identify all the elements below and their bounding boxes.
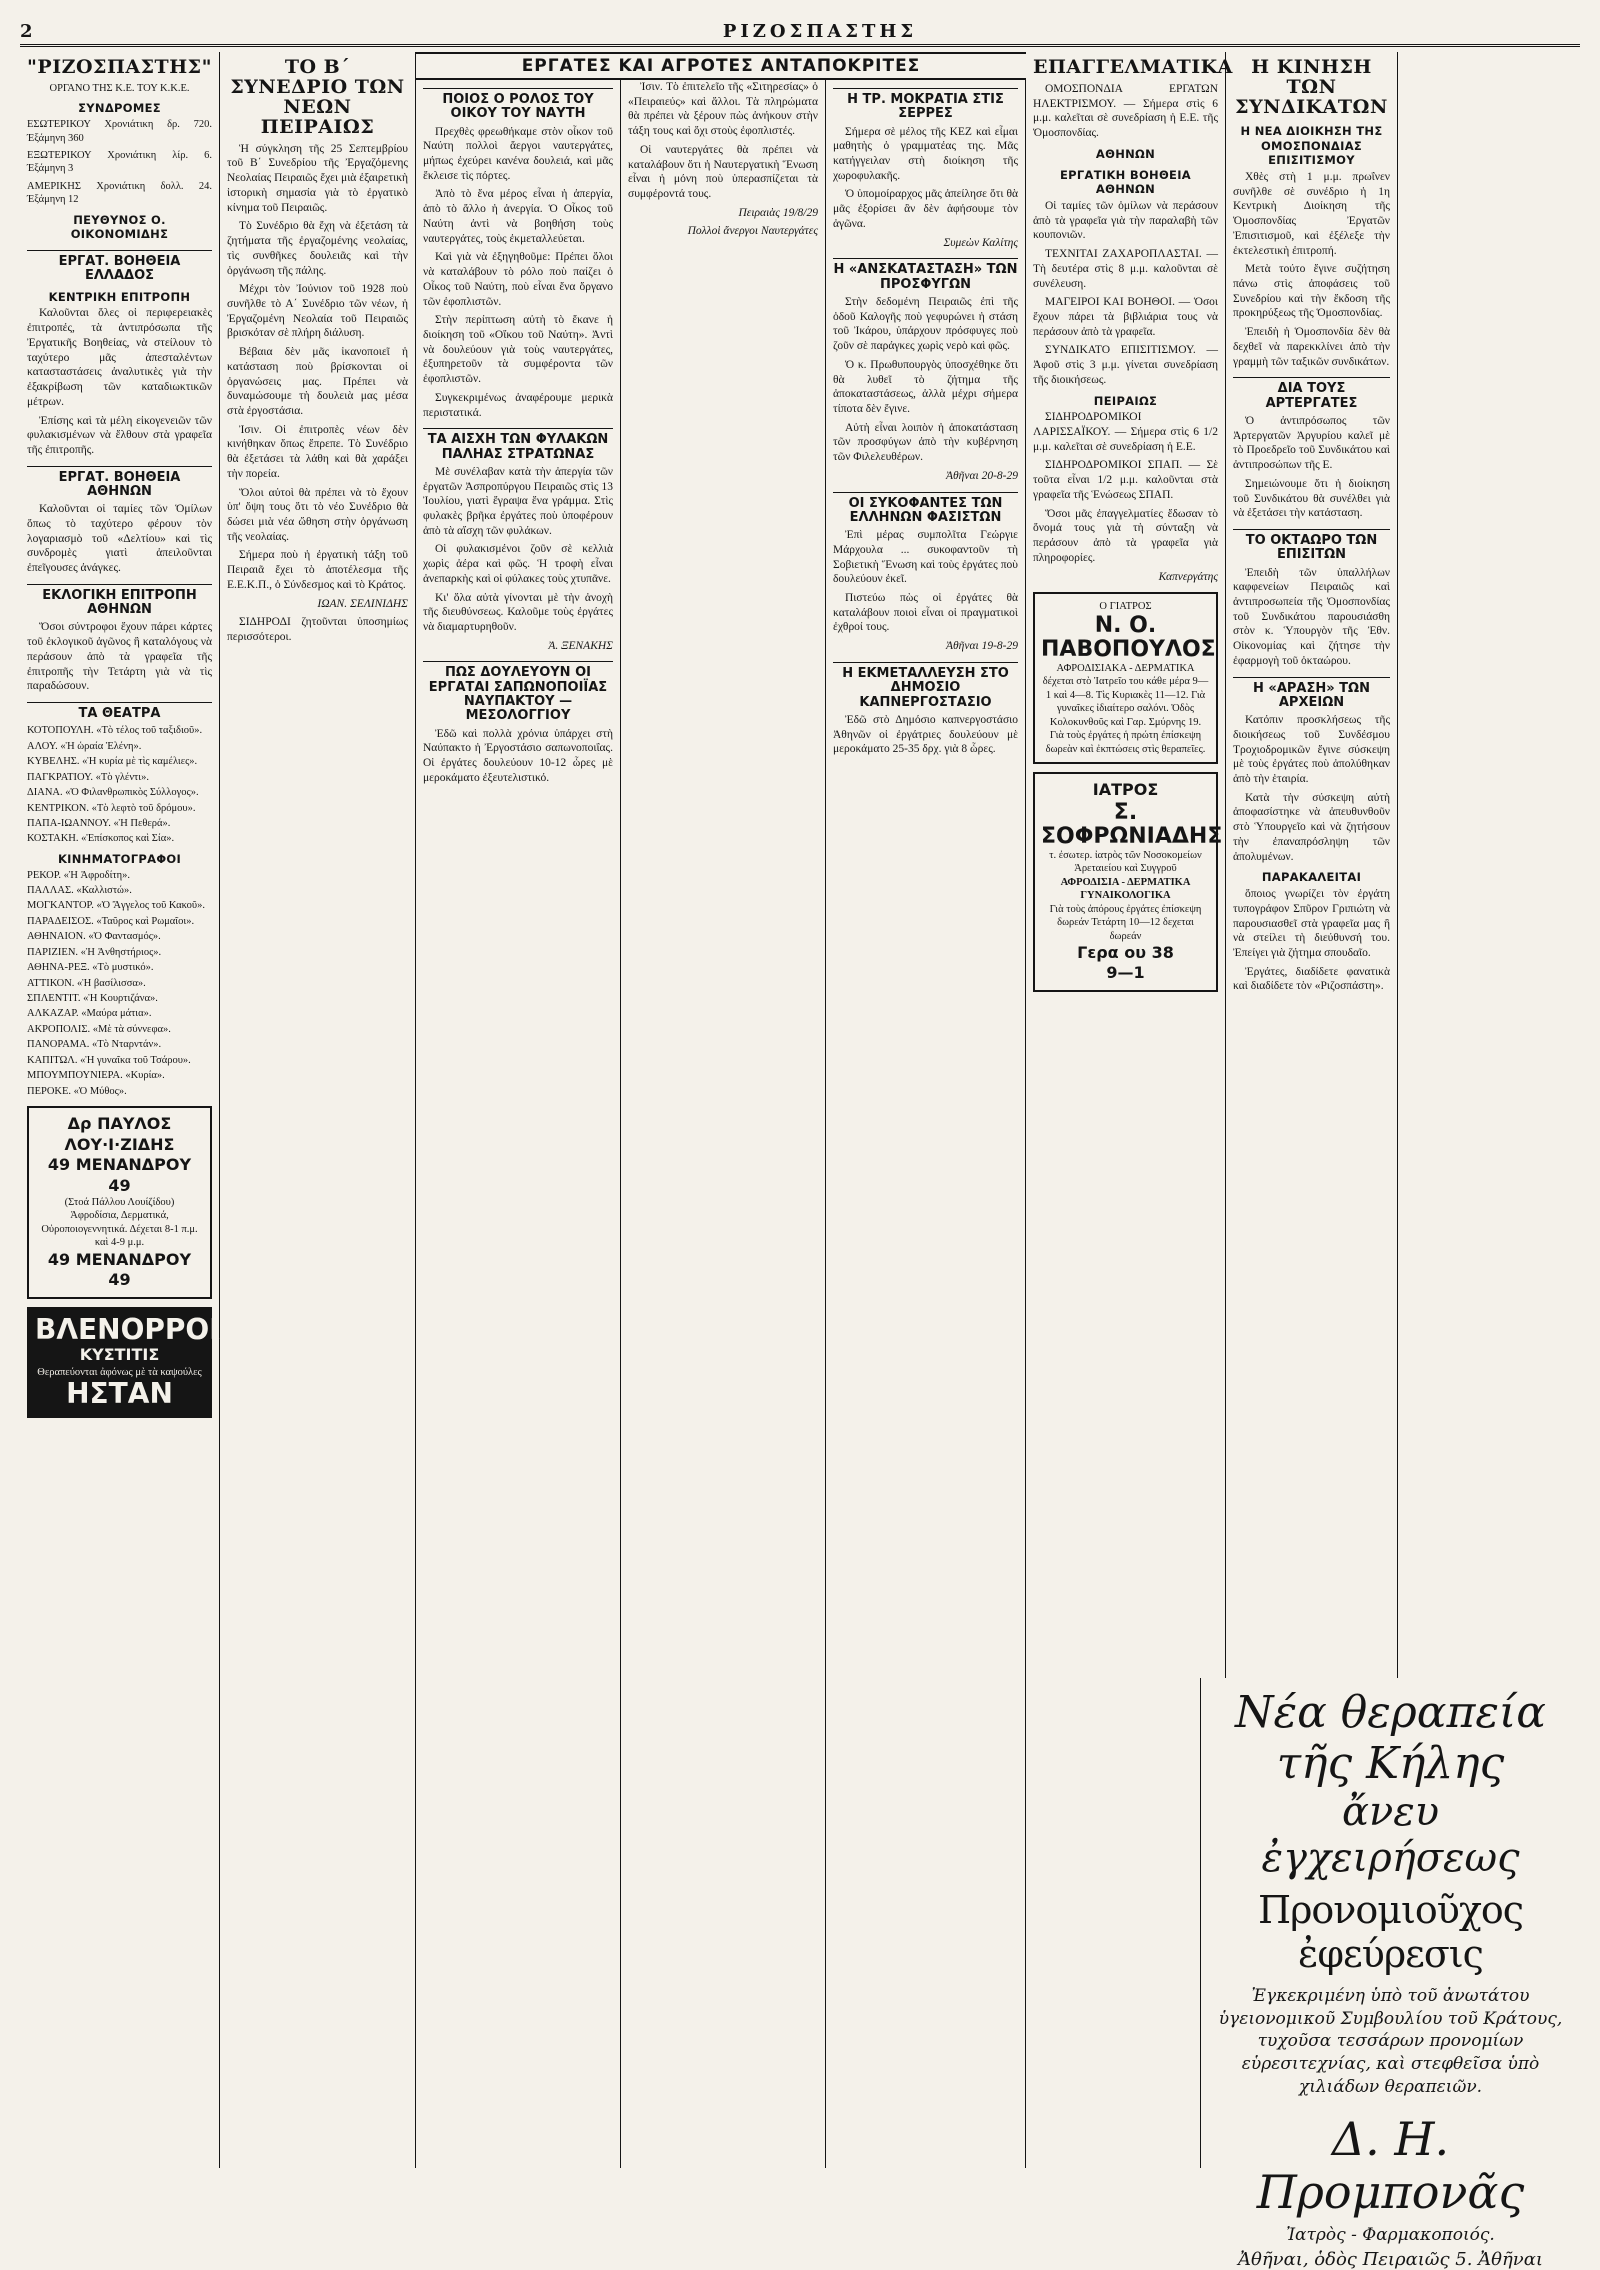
list-item: ΜΟΓΚΑΝΤΟΡ. «Ὁ Ἄγγελος τοῦ Κακοῦ».: [27, 900, 205, 912]
ad-line-2: ΚΥΣΤΙΤΙΣ: [79, 1345, 160, 1365]
ad-line-1: ΒΛΕΝΟΡΡΟΙΑ: [35, 1312, 242, 1346]
article-paragraph: Στὴν δεδομένη Πειραιῶς ἐπὶ τῆς ὁδοῦ Καλογῆς ποὺ γεφυρώνει ἡ στάση τοῦ Ἰκάρου, ὑπάρχουν πρόσφυγες ποὺ ζοῦν σὲ παράγκες χωρὶς νερὸ καὶ φῶς.: [833, 295, 1018, 353]
article-date: Ἀθῆναι 19-8-29: [946, 640, 1018, 653]
article-paragraph: Πρεχθὲς φρεωθήκαμε στὸν οἶκον τοῦ Ναύτη πολλοὶ ἄεργοι ναυτεργάτες, μήπως ἐχεύρει κανένα δουλειά, καὶ μᾶς ἔκλεισε τὶς πόρτες.: [423, 125, 613, 182]
article-paragraph: Ὁ κ. Πρωθυπουργὸς ὑποσχέθηκε ὅτι θὰ λυθεῖ τὸ ζήτημα τῆς ἀποκαταστάσεως, ἀλλὰ μέχρι σήμερα τίποτα δὲν ἔγινε.: [833, 358, 1018, 415]
headline-labour-aid-athens: ΕΡΓΑΤ. ΒΟΗΘΕΙΑ ΑΘΗΝΩΝ: [27, 466, 212, 500]
article-paragraph: Μὲ συνέλαβαν κατὰ τὴν ἀπεργία τῶν ἐργατῶν Ἀσπροπύργου Πειραιῶς στὶς 13 Ἰουλίου, γιατὶ ἔγραψα ἕνα γράμμα. Στὶς φυλακὲς βρῆκα ἐργάτες ποὺ ὑποφέρουν ἀπὸ τὰ αἴσχη τῶν φυλάκων.: [423, 465, 613, 537]
article-paragraph: Ὁ ὑπομοίραρχος μᾶς ἀπείλησε ὅτι θὰ μᾶς ἐξορίσει ἂν δὲν ἀφήσουμε τὸν ἀγῶνα.: [833, 188, 1018, 230]
subhead-athens: ΑΘΗΝΩΝ: [1095, 146, 1156, 161]
list-item: ΚΕΝΤΡΙΚΟΝ. «Τὸ λεφτὸ τοῦ δρόμου».: [27, 802, 196, 814]
ad-doctor-name: Δρ ΠΑΥΛΟΣ ΛΟΥ·Ι·ΖΙΔΗΣ: [64, 1114, 175, 1154]
headline-unions: Η ΚΙΝΗΣΗ ΤΩΝ ΣΥΝΔΙΚΑΤΩΝ: [1235, 56, 1388, 118]
list-item: ΚΥΒΕΛΗΣ. «Ἡ κυρία μὲ τὶς καμέλιες».: [27, 756, 198, 768]
headline-archives: Η «ΑΡΑΣΗ» ΤΩΝ ΑΡΧΕΙΩΝ: [1233, 677, 1390, 711]
subhead-piraeus: ΠΕΙΡΑΙΩΣ: [1093, 393, 1158, 408]
column-4: [621, 52, 826, 2168]
list-item: ΔΙΑΝΑ. «Ὁ Φιλανθρωπικὸς Σύλλογος».: [27, 787, 199, 799]
subhead-new-board: Η ΝΕΑ ΔΙΟΙΚΗΣΗ ΤΗΣ ΟΜΟΣΠΟΝΔΙΑΣ ΕΠΙΣΙΤΙΣΜΟΥ: [1240, 123, 1383, 168]
article-paragraph: Χθὲς στὴ 1 μ.μ. πρωΐνεν συνῆλθε σὲ συνέδριο ἡ 1η Κεντρικὴ Διοίκηση τῆς Ὁμοσπονδίας Ἐργατῶν Ἐπισιτισμοῦ, καὶ ἐξέλεξε τὴν ἐκτελεστικὴ ἐπιτροπή.: [1233, 170, 1390, 257]
article-paragraph: ΣΙΔΗΡΟΔΙ ζητοῦνται ὑποσημίως περισσότεροι.: [227, 616, 408, 644]
article-paragraph: Σήμερα ποὺ ἡ ἐργατικὴ τάξη τοῦ Πειραιᾶ ἔχει τὸ ἀποτέλεσμα τῆς Ε.Ε.Κ.Π., ὁ Σύνδεσμος καὶ τὸ Κράτος.: [227, 549, 408, 591]
article-paragraph: ΜΑΓΕΙΡΟΙ ΚΑΙ ΒΟΗΘΟΙ. — Ὁσοι ἔχουν πάρει τὰ βιβλιάρια τους νὰ περάσουν ἀπὸ τὰ γραφεῖα.: [1033, 296, 1218, 338]
subscriptions-heading: ΣΥΝΔΡΟΜΕΣ: [78, 101, 161, 116]
list-item: ΑΚΡΟΠΟΛΙΣ. «Μὲ τὰ σύννεφα».: [27, 1023, 171, 1035]
list-item: ΠΑΓΚΡΑΤΙΟΥ. «Τὸ γλέντι».: [27, 771, 149, 783]
subhead-labour-aid: ΕΡΓΑΤΙΚΗ ΒΟΗΘΕΙΑ ΑΘΗΝΩΝ: [1060, 167, 1191, 197]
list-item: ΑΛΚΑΖΑΡ. «Μαύρα μάτια».: [27, 1008, 152, 1020]
subscription-domestic: ΕΣΩΤΕΡΙΚΟΥ Χρονιάτικη δρ. 720. Έξάμηνη 360: [27, 119, 212, 144]
headline-prison-guards: ΤΑ ΑΙΣΧΗ ΤΩΝ ΦΥΛΑΚΩΝ ΠΑΛΗΑΣ ΣΤΡΑΤΩΝΑΣ: [423, 428, 613, 462]
ad-doctor-name: Δ. Η. Προμπονᾶς: [1256, 2112, 1525, 2220]
article-signature: Συμεὼν Καλίτης: [943, 236, 1018, 249]
article-paragraph: Ὅσοι μᾶς ἐπαγγελματίες ἔδωσαν τὸ ὄνομά τους γιὰ τὴ σύνταξη νὰ περάσουν ἀπὸ τὰ γραφεῖα γιὰ πληροφορίες.: [1033, 507, 1218, 564]
list-item: ΠΑΡΙΖΙΕΝ. «Ἡ Ἀνθηστήριος».: [27, 946, 162, 958]
article-paragraph: Βέβαια δὲν μᾶς ἱκανοποιεῖ ἡ κατάσταση ποὺ βρίσκονται οἱ ὀργανώσεις μας. Πρέπει νὰ δυναμώσουμε τὴ δουλειὰ μας μέσα στὰ ἐργοστάσια.: [227, 346, 408, 417]
headline-refugees: Η «ΑΝΣΚΑΤΑΣΤΑΣΗ» ΤΩΝ ΠΡΟΣΦΥΓΩΝ: [833, 258, 1018, 292]
ad-line-3: Θεραπεύονται ἀφόνως μὲ τὰ καψούλες: [37, 1366, 202, 1378]
subscription-america: ΑΜΕΡΙΚΗΣ Χρονιάτικη δολλ. 24. Έξάμηνη 12: [27, 180, 212, 206]
article-paragraph: Συγκεκριμένως ἀναφέρουμε μερικὰ περιστατικά.: [423, 391, 613, 419]
blennorrhea-ad: [27, 1307, 242, 1419]
ad-text: δέχεται στὸ Ἰατρεῖο του κάθε μέρα 9—1 καὶ 4—8. Τὶς Κυριακὲς 11—12. Γιὰ γυναῖκες ἰδιαίτερο σαλόνι. Ὁδὸς Κολοκυνθοῦς καὶ Γαρ. Σμύρνης 19.: [1042, 676, 1209, 728]
ad-text: Γιὰ τοὺς ἀπόρους ἐργάτες ἐπίσκεψη δωρεάν Τετάρτη 10—12 δεχεται δωρεάν: [1049, 903, 1202, 942]
list-item: ΜΠΟΥΜΠΟΥΝΙΕΡΑ. «Κυρία».: [27, 1070, 165, 1082]
article-paragraph: Αὐτὴ εἶναι λοιπὸν ἡ ἀποκατάσταση τῶν προσφύγων ἀπὸ τὴν κυβέρνηση τῶν Φιλελευθέρων.: [833, 421, 1018, 464]
article-paragraph: Σήμερα σὲ μέλος τῆς ΚΕΖ καὶ εἶμαι μαθητὴς ὁ γραμματέας της. Μᾶς κατήγγειλαν στὴ διοίκηση τῆς χωροφυλακῆς.: [833, 125, 1018, 182]
article-paragraph: Ἐπὶ μέρας συμπολῖτα Γεώργιε Μάρχουλα ... συκοφαντοῦν τὴ Σοβιετικὴ Ἕνωση καὶ τοὺς ἐργάτες ποὺ δουλεύουν ἐκεῖ.: [833, 529, 1018, 586]
article-paragraph: Τὸ Συνέδριο θὰ ἔχη νὰ ἐξετάση τὰ ζητήματα τῆς ἐργαζομένης νεολαίας, τὶς συνθῆκες δουλειᾶς καὶ τὴν ὀργάνωση τῆς πάλης.: [227, 220, 408, 277]
article-paragraph: Στὴν περίπτωση αὐτὴ τὸ ἔκανε ἡ διοίκηση τοῦ «Οἴκου τοῦ Ναύτη». Ἀντὶ νὰ δουλεύουν γιὰ τοὺς ναυτεργάτες, ἐξυπηρετοῦν τὰ συμφέροντα τῶν ἐφοπλιστῶν.: [423, 314, 613, 386]
list-item: ΣΠΛΕΝΤΙΤ. «Ἡ Κουρτιζάνα».: [27, 993, 158, 1005]
article-paragraph: Οἱ φυλακισμένοι ζοῦν σὲ κελλιὰ χωρὶς ἀέρα καὶ φῶς. Ἡ τροφὴ εἶναι ἀνεπαρκὴς καὶ οἱ φύλακες τοὺς χτυπᾶνε.: [423, 543, 613, 585]
article-paragraph: ΣΙΔΗΡΟΔΡΟΜΙΚΟΙ ΛΑΡΙΣΣΑΪΚΟΥ. — Σήμερα στὶς 6 1/2 μ.μ. καλεῖται σὲ συνεδρίαση ἡ Ε.Ε.: [1033, 411, 1218, 453]
list-item: ΠΑΡΑΔΕΙΣΟΣ. «Ταῦρος καὶ Ρωμαῖοι».: [27, 915, 195, 927]
article-paragraph: Κατὰ τὴν σύσκεψη αὐτὴ ἀποφασίστηκε νὰ ἀπευθυνθοῦν στὸ Ὑπουργεῖο καὶ νὰ ζητήσουν τὴν ἐπαναπρόσληψη τῶν ἀπολυμένων.: [1233, 791, 1390, 863]
ad-profession: Ἰατρὸς - Φαρμακοποιός.: [1286, 2225, 1495, 2246]
article-paragraph: Κι' ὅλα αὐτὰ γίνονται μὲ τὴν ἀνοχὴ τῆς διευθύνσεως. Καλοῦμε τοὺς ἐργάτες νὰ διαμαρτυρηθοῦν.: [423, 591, 613, 634]
ad-brand: ΗΣΤΑΝ: [66, 1377, 173, 1411]
article-paragraph: Οἱ ναυτεργάτες θὰ πρέπει νὰ καταλάβουν ὅτι ἡ Ναυτεργατικὴ Ἕνωση εἶναι ἡ μόνη ποὺ ὑπερασπίζεται τὰ συμφέροντά τους.: [628, 143, 818, 201]
article-paragraph: Καὶ γιὰ νὰ ἐξηγηθοῦμε: Πρέπει ὅλοι νὰ καταλάβουν τὸ ρόλο ποὺ παίζει ὁ Οἶκος τοῦ Ναύτη, ποὺ εἶναι ἕνα ὄργανο τῶν ἐφοπλιστῶν.: [423, 251, 613, 308]
article-paragraph: Καλοῦνται οἱ ταμίες τῶν Ὁμίλων ὅπως τὸ ταχύτερο φέρουν τὸν λογαριασμὸ τοῦ «Δελτίου» καὶ τὶς συνδρομὲς γιατὶ ἀπειλοῦνται ἐπεῖγουσες ἀνάγκες.: [27, 503, 212, 575]
headline-youth-congress: ΤΟ Β΄ ΣΥΝΕΔΡΙΟ ΤΩΝ ΝΕΩΝ ΠΕΙΡΑΙΩΣ: [230, 56, 405, 138]
headline-theatres: ΤΑ ΘΕΑΤΡΑ: [27, 702, 212, 721]
ad-text: Ἀφροδίσια, Δερματικά, Οὐροποιογεννητικά. Δέχεται 8-1 π.μ. καὶ 4-9 μ.μ.: [41, 1210, 198, 1249]
headline-professional: ΕΠΑΓΓΕΛΜΑΤΙΚΑ: [1033, 56, 1233, 78]
article-paragraph: Οἱ ταμίες τῶν ὁμίλων νὰ περάσουν ἀπὸ τὰ γραφεῖα γιὰ τὴν παραλαβὴ τῶν κουπονιῶν.: [1033, 199, 1218, 242]
headline-election-committee: ΕΚΛΟΓΙΚΗ ΕΠΙΤΡΟΠΗ ΑΘΗΝΩΝ: [27, 584, 212, 618]
list-item: ΑΘΗΝΑΙΟΝ. «Ὁ Φαντασμός».: [27, 931, 161, 943]
article-paragraph: ΟΜΟΣΠΟΝΔΙΑ ΕΡΓΑΤΩΝ ΗΛΕΚΤΡΙΣΜΟΥ. — Σήμερα στὶς 6 μ.μ. καλεῖται σὲ συνεδρίαση ἡ Ε.Ε. τῆς Ὁμοσπονδίας.: [1033, 82, 1218, 140]
article-paragraph: Καλοῦνται ὅλες οἱ περιφερειακὲς ἐπιτροπές, τὰ ἀντιπρόσωπα τῆς Ἐργατικῆς Βοηθείας, νὰ στείλουν τὸ ταχύτερο μᾶς ἀπεσταλέντων κατασταστάσεις ἀναλυτικὲς γιὰ τὴν ἐξακρίβωση τῶν καταδιωκτικῶν μέτρων.: [27, 307, 212, 408]
article-date: Ἀθῆναι 20-8-29: [946, 469, 1018, 482]
article-paragraph: Ὅλοι αὐτοὶ θὰ πρέπει νὰ τὸ ἔχουν ὑπ' ὄψη τους ὅτι τὸ νέο Συνέδριο θὰ δώσει μιὰ νέα ὤθηση στὴν ὀργάνωση τῆς νεολαίας.: [227, 486, 408, 543]
ad-top: Ο ΓΙΑΤΡΟΣ: [1099, 601, 1152, 613]
newspaper-title: ΡΙΖΟΣΠΑΣΤΗΣ: [722, 20, 918, 42]
list-item: ΑΤΤΙΚΟΝ. «Ἡ βασίλισσα».: [27, 977, 146, 989]
hernia-treatment-ad: [1200, 1678, 1580, 2270]
ad-top: ΙΑΤΡΟΣ: [1092, 780, 1159, 800]
column-3: [416, 52, 621, 2168]
ad-description: Ἐγκεκριμένη ὑπὸ τοῦ ἀνωτάτου ὑγειονομικοῦ Συμβουλίου τοῦ Κράτους, τυχοῦσα τεσσάρων προνομίων εὑρεσιτεχνίας, καὶ στεφθεῖσα ὑπὸ χιλιάδων θεραπειῶν.: [1218, 1985, 1563, 2098]
subhead-central-committee: ΚΕΝΤΡΙΚΗ ΕΠΙΤΡΟΠΗ: [48, 289, 191, 304]
article-signature: Ἀ. ΞΕΝΑΚΗΣ: [548, 639, 613, 652]
list-item: ΚΟΤΟΠΟΥΛΗ. «Τὸ τέλος τοῦ ταξιδιοῦ».: [27, 725, 203, 737]
list-item: ΚΟΣΤΑΚΗ. «Ἐπίσκοπος καὶ Σία».: [27, 833, 175, 845]
subscription-abroad: ΕΞΩΤΕΡΙΚΟΥ Χρονιάτικη λίρ. 6. Έξάμηνη 3: [27, 149, 212, 175]
column-2: [220, 52, 416, 2168]
article-paragraph: Πιστεύω πὼς οἱ ἐργάτες θὰ καταλάβουν ποιοὶ εἶναι οἱ πραγματικοὶ ἐχθροί τους.: [833, 592, 1018, 634]
ad-patent-line: Προνομιοῦχος ἐφεύρεσις: [1257, 1888, 1524, 1976]
article-paragraph: Ἐδῶ καὶ πολλὰ χρόνια ὑπάρχει στὴ Ναύπακτο ἡ Ἐργοστάσιο σαπωνοποιΐας. Οἱ ἐργάτες δουλεύουν 10-12 ὧρες μὲ μεροκάματο ἐξευτελιστικό.: [423, 727, 613, 784]
article-paragraph: ὅποιος γνωρίζει τὸν ἐργάτη τυπογράφον Σπῦρον Γριπιώτη νὰ παρουσιασθεῖ στὰ γραφεῖα μας ἢ νὰ στείλει τὴ διεύθυνσή του. Ἐπείγει γιὰ ζήτημα σπουδαῖο.: [1233, 888, 1390, 959]
article-paragraph: Ἀπὸ τὸ ἕνα μέρος εἶναι ἡ ἀπεργία, ἀπὸ τὸ ἄλλο ἡ ἀνεργία. Ὁ Οἶκος τοῦ Ναύτη ἀντὶ νὰ βοηθήση τοὺς ναυτεργάτες, τοὺς ἐκμεταλλεύεται.: [423, 188, 613, 245]
doctor-ad-sofroniadis: [1033, 772, 1223, 992]
headline-cinemas: ΚΙΝΗΜΑΤΟΓΡΑΦΟΙ: [57, 851, 182, 866]
doctor-ad-pavopoulos: [1033, 592, 1218, 764]
ad-sub: (Στοά Πάλλου Λουίζίδου): [64, 1196, 175, 1208]
headline-serres: Η ΤΡ. ΜΟΚΡΑΤΙΑ ΣΤΙΣ ΣΕΡΡΕΣ: [833, 88, 1018, 122]
article-paragraph: Ἰσιν. Οἱ ἐπιτροπὲς νέων δὲν κινήθηκαν ὅπως ἔπρεπε. Τὸ Συνέδριο θὰ ἐξετάσει τὰ λάθη καὶ θὰ χαράξει τὴν πορεία.: [227, 423, 408, 480]
ad-foot: Γιὰ τοὺς ἐργάτες ἡ πρώτη ἐπίσκεψη δωρεὰν καὶ ἐκπτώσεις στὶς θεραπεῖες.: [1045, 730, 1206, 755]
article-paragraph: Ἐπίσης καὶ τὰ μέλη εἰκογενειῶν τῶν φυλακισμένων νὰ ἔλθουν στὰ γραφεῖα τῆς ἐπιτροπῆς.: [27, 414, 212, 456]
masthead: [20, 18, 1580, 47]
article-paragraph: Ἐδῶ στὸ Δημόσιο καπνεργοστάσιο Ἀθηνῶν οἱ ἐργάτριες δουλεύουν μὲ μεροκάματο 25-35 δρχ. γιὰ 8 ὧρες.: [833, 713, 1018, 756]
paper-name: "ΡΙΖΟΣΠΑΣΤΗΣ": [27, 56, 212, 78]
page-number: 2: [20, 20, 33, 42]
article-paragraph: Ἡ σύγκληση τῆς 25 Σεπτεμβρίου τοῦ Β΄ Συνεδρίου τῆς Ἐργαζόμενης Νεολαίας Πειραιῶς ἔχει μιὰ ἐξαιρετικὴ ἱστορικὴ σημασία γιὰ τὸ ἐργατικὸ κίνημα τοῦ Πειραιῶς.: [227, 142, 408, 214]
ad-sub: ΑΦΡΟΔΙΣΙΑΚΑ - ΔΕΡΜΑΤΙΚΑ: [1056, 663, 1195, 675]
ad-doctor-name: Ν. Ο. ΠΑΒΟΠΟΥΛΟΣ: [1041, 612, 1216, 662]
ad-address: 49 ΜΕΝΑΝΔΡΟΥ 49: [47, 1155, 192, 1195]
newspaper-page: [20, 18, 1580, 2270]
correspondents-banner: ΕΡΓΑΤΕΣ ΚΑΙ ΑΓΡΟΤΕΣ ΑΝΤΑΠΟΚΡΙΤΕΣ: [416, 52, 1026, 80]
ad-address-repeat: 49 ΜΕΝΑΝΔΡΟΥ 49: [47, 1249, 192, 1290]
list-item: ΑΘΗΝΑ-ΡΕΞ. «Τὸ μυστικό».: [27, 962, 154, 974]
article-signature: Πολλοὶ ἄνεργοι Ναυτεργάτες: [687, 225, 818, 238]
headline-tobacco-factory: Η ΕΚΜΕΤΑΛΛΕΥΣΗ ΣΤΟ ΔΗΜΟΣΙΟ ΚΑΠΝΕΡΓΟΣΤΑΣΙΟ: [833, 662, 1018, 710]
list-item: ΡΕΚΟΡ. «Ἡ Ἀφροδίτη».: [27, 869, 131, 881]
ad-subheadline: ἄνευ ἐγχειρήσεως: [1261, 1789, 1520, 1882]
column-1: [20, 52, 242, 2168]
list-item: ΑΛΟΥ. «Ἡ ὡραία Ἑλένη».: [27, 740, 142, 752]
list-item: ΠΕΡΟΚΕ. «Ὁ Μύθος».: [27, 1085, 127, 1097]
column-5: [826, 52, 1026, 2168]
list-item: ΚΑΠΙΤΩΛ. «Ἡ γυναῖκα τοῦ Τσάρου».: [27, 1054, 191, 1066]
article-paragraph: Ἐργάτες, διαδίδετε φανατικὰ καὶ διαδίδετε τὸν «Ριζοσπάστη».: [1233, 965, 1390, 993]
editor-line: ΠΕΥΘΥΝΟΣ Ο. ΟΙΚΟΝΟΜΙΔΗΣ: [70, 212, 169, 242]
article-paragraph: Μετὰ τούτο ἔγινε συζήτηση πάνω στὶς ἀποφάσεις τοῦ Συνεδρίου καὶ τὴν ἔκδοση τῆς προκηρύξεως τῆς Ὁμοσπονδίας.: [1233, 263, 1390, 320]
ad-hours: 9—1: [1106, 963, 1145, 983]
headline-slanderers: ΟΙ ΣΥΚΟΦΑΝΤΕΣ ΤΩΝ ΕΛΛΗΝΩΝ ΦΑΣΙΣΤΩΝ: [833, 492, 1018, 526]
article-paragraph: ΤΕΧΝΙΤΑΙ ΖΑΧΑΡΟΠΛΑΣΤΑΙ. — Τὴ δευτέρα στὶς 8 μ.μ. καλοῦνται σὲ συνέλευση.: [1033, 248, 1218, 290]
headline-notice: ΠΑΡΑΚΑΛΕΙΤΑΙ: [1261, 870, 1362, 885]
doctor-ad-louizidis: [27, 1106, 212, 1299]
headline-labour-aid-greece: ΕΡΓΑΤ. ΒΟΗΘΕΙΑ ΕΛΛΑΔΟΣ: [27, 250, 212, 284]
article-paragraph: Ἐπειδὴ τῶν ὑπαλλήλων καφφενείων Πειραιῶς καὶ ἀντιπροσωπεία τῆς Ὁμοσπονδίας τοῦ Συνδικάτου παρουσιάσθη στὸν κ. Ὑπουργὸν τῆς Ἐθν. Οἰκονομίας καὶ ζήτησε τὴν ἐφαρμογὴ τοῦ ὀκταώρου.: [1233, 566, 1390, 667]
ad-address: Ἀθῆναι, ὁδὸς Πειραιῶς 5. Ἀθῆναι: [1238, 2249, 1543, 2270]
article-signature: Καπνεργάτης: [1158, 570, 1218, 583]
ad-specialty: ΑΦΡΟΔΙΣΙΑ - ΔΕΡΜΑΤΙΚΑ ΓΥΝΑΙΚΟΛΟΓΙΚΑ: [1060, 876, 1191, 902]
article-paragraph: Ἐπειδὴ ἡ Ὁμοσπονδία δὲν θὰ δεχθεῖ νὰ παρεκκλίνει ἀπὸ τὴν γραμμὴ τῶν ταξικῶν συνδικάτων.: [1233, 326, 1390, 368]
cinema-list: [27, 869, 212, 1099]
article-paragraph: Ἰσιν. Τὸ ἐπιτελεῖο τῆς «Σιτηρεσίας» ὁ «Πειραιεύς» καὶ ἄλλοι. Τὰ πληρώματα θὰ πρέπει νὰ ξέρουν πὼς ἀνήκουν στὴν τάξη τους καὶ ὄχι στοὺς ἐφοπλιστές.: [628, 81, 818, 138]
article-paragraph: Ὅσοι σύντροφοι ἔχουν πάρει κάρτες τοῦ ἐκλογικοῦ ἀγῶνος ἢ καταλόγους νὰ περάσουν ἀπὸ τὰ γραφεῖα τῆς ἐπιτροπῆς τὴν Τετάρτη γιὰ νὰ τὶς παραδώσουν.: [27, 621, 212, 693]
list-item: ΠΑΠΑ-ΙΩΑΝΝΟΥ. «Ἡ Πεθερά».: [27, 817, 171, 829]
organ-line: ΟΡΓΑΝΟ ΤΗΣ Κ.Ε. ΤΟΥ Κ.Κ.Ε.: [49, 82, 190, 94]
column-6: [1026, 52, 1233, 2168]
article-paragraph: Μέχρι τὸν Ἰούνιον τοῦ 1928 ποὺ συνῆλθε τὸ Α΄ Συνέδριο τῶν νέων, ἡ Ἐργαζομένη Νεολαία τοῦ Πειραιῶς βρισκόταν σὲ πλήρη διάλυση.: [227, 283, 408, 340]
ad-doctor-name: Σ. ΣΟΦΡΩΝΙΑΔΗΣ: [1041, 799, 1223, 849]
article-paragraph: ΣΥΝΔΙΚΑΤΟ ΕΠΙΣΙΤΙΣΜΟΥ. — Ἀφοῦ στὶς 3 μ.μ. γίνεται συνεδρίαση τῆς διοικήσεως.: [1033, 344, 1218, 386]
article-signature: ΙΩΑΝ. ΣΕΛΙΝΙΔΗΣ: [317, 597, 408, 610]
article-date: Πειραιὰς 19/8/29: [738, 206, 818, 219]
headline-sailors-house: ΠΟΙΟΣ Ο ΡΟΛΟΣ ΤΟΥ ΟΙΚΟΥ ΤΟΥ ΝΑΥΤΗ: [423, 88, 613, 122]
list-item: ΠΑΝΟΡΑΜΑ. «Τὸ Νταρντάν».: [27, 1039, 162, 1051]
ad-sub: τ. ἐσωτερ. ἰατρὸς τῶν Νοσοκομείων Ἀρεταιείου καὶ Συγγροῦ: [1049, 849, 1202, 875]
headline-bakers: ΔΙΑ ΤΟΥΣ ΑΡΤΕΡΓΑΤΕΣ: [1233, 377, 1390, 411]
article-paragraph: Ὁ ἀντιπρόσωπος τῶν Ἀρτεργατῶν Ἀργυρίου καλεῖ μὲ τὸ Προεδρεῖο τοῦ Συνδικάτου καὶ ἀντιπροσώπων τῆς Ε.: [1233, 414, 1390, 472]
article-paragraph: Σημειώνουμε ὅτι ἡ διοίκηση τοῦ Συνδικάτου θὰ συνέλθει γιὰ νὰ ἐξετάσει τὴν κατάσταση.: [1233, 477, 1390, 520]
headline-eight-hour-day: ΤΟ ΟΚΤΑΩΡΟ ΤΩΝ ΕΠΙΣΙΤΩΝ: [1233, 529, 1390, 563]
article-paragraph: Κατόπιν προσκλήσεως τῆς διοικήσεως τοῦ Συνδέσμου Τροχιοδρομικῶν ἔγινε σύσκεψη μὲ τοὺς ἐργάτες ποὺ ἀπολύθηκαν ἀπὸ τὴν ἑταιρία.: [1233, 714, 1390, 786]
list-item: ΠΑΛΛΑΣ. «Καλλιστώ».: [27, 884, 132, 896]
headline-soap-workers: ΠΩΣ ΔΟΥΛΕΥΟΥΝ ΟΙ ΕΡΓΑΤΑΙ ΣΑΠΩΝΟΠΟΙΪΑΣ ΝΑΥΠΑΚΤΟΥ — ΜΕΣΟΛΟΓΓΙΟΥ: [423, 661, 613, 723]
article-paragraph: ΣΙΔΗΡΟΔΡΟΜΙΚΟΙ ΣΠΑΠ. — Σὲ τοῦτα εἶναι 1/2 μ.μ. καλοῦνται στὰ γραφεῖα τῆς Ἑνώσεως ΣΠΑΠ.: [1033, 459, 1218, 501]
ad-headline: Νέα θεραπεία τῆς Κήλης: [1235, 1687, 1546, 1789]
ad-address: Γερα ου 38: [1077, 943, 1174, 962]
theatre-list: [27, 724, 212, 846]
